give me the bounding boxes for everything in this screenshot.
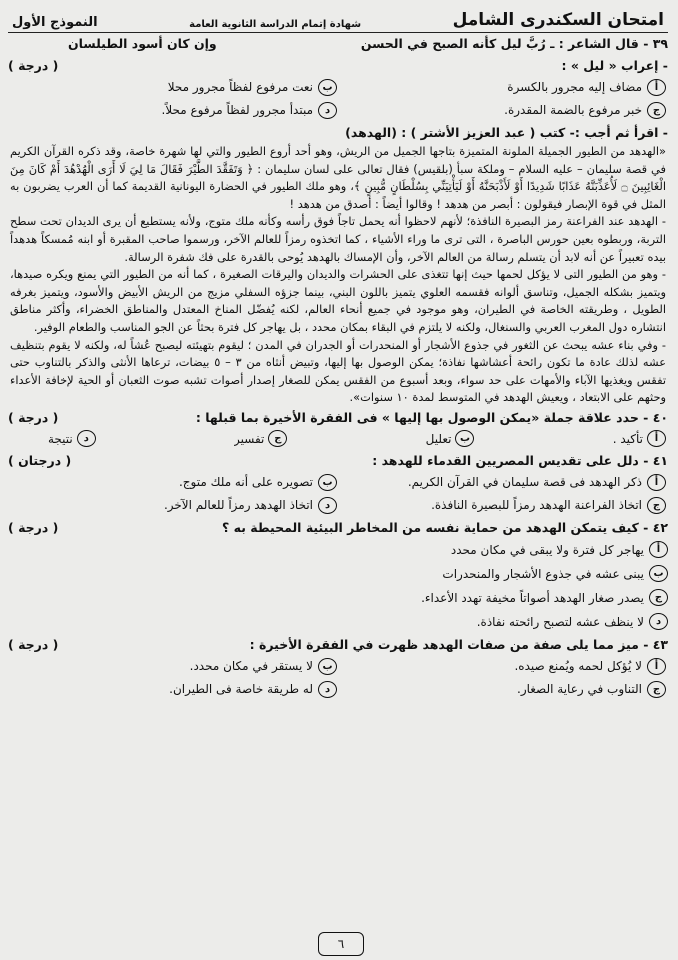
q43-option-b[interactable] xyxy=(8,655,337,678)
option-letter: أ xyxy=(649,541,668,558)
reading-passage xyxy=(8,143,668,407)
option-text: لا يُؤكل لحمه ويُمنع صيده. xyxy=(514,658,642,673)
q39-grade: ( درجة ) xyxy=(8,58,59,73)
q39-option-b[interactable] xyxy=(8,76,337,99)
option-text: مبتدأ مجرور لفظاً مرفوع محلاً. xyxy=(161,103,313,117)
model-label: النموذج الأول xyxy=(12,15,98,30)
option-letter: د xyxy=(318,497,337,514)
q41-prompt: ٤١ - دلل على تقديس المصريين القدماء للهدهد : xyxy=(372,452,668,468)
q39-prompt-row xyxy=(8,55,668,76)
page-number: ٦ xyxy=(318,932,364,956)
option-letter: أ xyxy=(647,474,666,491)
option-letter: ج xyxy=(268,430,287,447)
option-letter: ج xyxy=(647,102,666,119)
option-letter: د xyxy=(649,613,668,630)
q43-prompt: ٤٣ - ميز مما يلى صفة من صفات الهدهد ظهرت في الفقرة الأخيرة : xyxy=(249,636,668,652)
option-text: ذكر الهدهد فى قصة سليمان في القرآن الكريم. xyxy=(407,474,642,489)
q41-option-a[interactable] xyxy=(337,471,666,494)
q42-options xyxy=(8,538,668,634)
q39-line: ٣٩ - قال الشاعر : ـ رُبَّ ليل كأنه الصبح في الحسن xyxy=(360,36,668,51)
q43-option-c[interactable] xyxy=(337,678,666,701)
q39-verse xyxy=(8,33,668,55)
option-letter: ب xyxy=(318,79,337,96)
option-text: خبر مرفوع بالضمة المقدرة. xyxy=(504,103,642,117)
q43-prompt-row xyxy=(8,634,668,655)
option-text: نعت مرفوع لفظاً مجرور محلا xyxy=(167,80,313,94)
q41-grade: ( درجتان ) xyxy=(8,452,72,468)
q41-option-b[interactable] xyxy=(8,471,337,494)
q40-prompt-row xyxy=(8,407,668,428)
option-text: تعليل xyxy=(425,431,452,446)
option-text: لا ينظف عشه لتصبح رائحته نفاذة. xyxy=(476,614,644,629)
q41-prompt-row xyxy=(8,450,668,471)
q40-option-d[interactable] xyxy=(48,428,96,450)
q39-verse2: وإن كان أسود الطيلسان xyxy=(68,36,217,51)
q39-prompt: - إعراب « ليل » : xyxy=(561,58,668,73)
page-header xyxy=(8,4,668,33)
option-text: يهاجر كل فترة ولا يبقى في مكان محدد xyxy=(450,542,644,557)
q41-option-d[interactable] xyxy=(8,494,337,517)
option-letter: أ xyxy=(647,658,666,675)
option-text: يصدر صغار الهدهد أصواتاً مخيفة تهدد الأعداء. xyxy=(421,590,644,605)
q42-option-d[interactable] xyxy=(8,610,668,634)
option-letter: ب xyxy=(455,430,474,447)
q42-option-c[interactable] xyxy=(8,586,668,610)
q39-option-a[interactable] xyxy=(337,76,666,99)
q40-grade: ( درجة ) xyxy=(8,409,59,425)
passage-paragraph: - وهو من الطيور التى لا يؤكل لحمها حيث إنها تتغذى على الحشرات والديدان واليرقات الصغيرة ، كما أنه من الطيور التي يمنع ويكره صيدها، ويتميز بشكله الجميل، وتناسق ألوانه فقسمه العلوي يتميز باللون البني، بينما جزؤه السفلي مزيج من الريش الأبيض والأسود، ويتميز بغرفه الطويل ، وطريقته الخاصة في الطيران، وهو موجود في جميع أنحاء العالم، لكنه يُفضّل المناخ المعتدل والمناطق الخضراء، وأكثر مناطق انتشاره دول المغرب العربي والسنغال، ولكنه لا يلتزم في البقاء بمكان محدد ، بل يهاجر كل فترة بحثاً عن الجو المناسب والطعام الوفير. xyxy=(10,267,666,334)
q43-options xyxy=(8,655,668,701)
reading-heading: - اقرأ ثم أجب :- كتب ( عبد العزيز الأشتر ) : (الهدهد) xyxy=(345,125,668,140)
q43-grade: ( درجة ) xyxy=(8,636,59,652)
option-letter: ج xyxy=(649,589,668,606)
passage-paragraph: «الهدهد من الطيور الجميلة الملونة المتميزة بتاجها الجميل من الريش، وهو أحد أروع الطيور والتي لها شهرة خاصة، وقد ذكره القرآن الكريم في قصة سليمان – عليه السلام – وملكة سبأ (بلقيس) فقال تعالى على لسان سليمان : ﴿ وَتَفَقَّدَ الطَّيْرَ فَقَالَ مَا لِيَ لَا أَرَى الْهُدْهُدَ أَمْ كَانَ مِنَ الْغَائِبِينَ ۝ لَأُعَذِّبَنَّهُ عَذَابًا شَدِيدًا أَوْ لَأَذْبَحَنَّهُ أَوْ لَيَأْتِيَنِّي بِسُلْطَانٍ مُّبِينٍ ﴾، وهو ملك الطيور في الحضارة اليونانية القديمة كما أن العرب يضربون به المثل في قوة الإبصار فيقولون : أبصر من هدهد ! وقالوا أيضاً : أصدق من هدهد ! xyxy=(10,144,666,211)
option-text: اتخاذ الفراعنة الهدهد رمزاً للبصيرة النافذة. xyxy=(431,497,642,512)
q39-option-c[interactable] xyxy=(337,99,666,122)
option-letter: د xyxy=(77,430,96,447)
q42-grade: ( درجة ) xyxy=(8,519,59,535)
option-letter: د xyxy=(318,102,337,119)
option-text: اتخاذ الهدهد رمزاً للعالم الآخر. xyxy=(163,497,313,512)
option-text: له طريقة خاصة فى الطيران. xyxy=(169,681,313,696)
q43-option-d[interactable] xyxy=(8,678,337,701)
option-text: تأكيد . xyxy=(612,431,643,446)
option-text: تصويره على أنه ملك متوج. xyxy=(178,474,313,489)
option-letter: د xyxy=(318,681,337,698)
q43-option-a[interactable] xyxy=(337,655,666,678)
q39-option-d[interactable] xyxy=(8,99,337,122)
q40-option-a[interactable] xyxy=(613,428,666,450)
option-letter: ب xyxy=(318,658,337,675)
exam-title: امتحان السكندرى الشامل xyxy=(452,10,664,30)
passage-paragraph: - وفي بناء عشه يبحث عن الثغور في جذوع الأشجار أو المنحدرات أو الجدران في المدن ؛ ليقوم بتهيئته ليصبح عُشاً له، ولكنه لا يقوم بتنظيف عشه لذلك عادة ما تكون رائحة أعشاشها نفاذة؛ يمكن الوصول بها إليها، وتبيض أنثاه من ٣ – ٥ بيضات، ترعاها الأنثى والذكر بالتناوب حتى تفقس ويغذيها الآباء والأمهات على حد سواء، وبعد أسبوع من الفقس يمكن للصغار إصدار أصوات تشبه صوت الثعبان أو الحية لإخافة الأعداء وحثهم على الابتعاد ، ويعيش الهدهد في المتوسط لمدة ١٠ سنوات». xyxy=(10,337,666,405)
option-text: تفسير xyxy=(234,431,265,446)
q42-option-b[interactable] xyxy=(8,562,668,586)
option-letter: ج xyxy=(647,497,666,514)
q42-prompt-row xyxy=(8,517,668,538)
option-letter: ب xyxy=(318,474,337,491)
q40-option-b[interactable] xyxy=(426,428,475,450)
q40-prompt: ٤٠ - حدد علاقة جملة «يمكن الوصول بها إليها » فى الفقرة الأخيرة بما قبلها : xyxy=(195,409,668,425)
option-text: يبنى عشه في جذوع الأشجار والمنحدرات xyxy=(442,566,644,581)
q41-options xyxy=(8,471,668,517)
option-letter: أ xyxy=(647,430,666,447)
reading-heading-row xyxy=(8,122,668,143)
option-letter: ج xyxy=(647,681,666,698)
q40-option-c[interactable] xyxy=(234,428,287,450)
q39-options xyxy=(8,76,668,122)
option-text: التناوب في رعاية الصغار. xyxy=(517,681,642,696)
q42-prompt: ٤٢ - كيف يتمكن الهدهد من حماية نفسه من المخاطر البيئية المحيطة به ؟ xyxy=(222,519,668,535)
q41-option-c[interactable] xyxy=(337,494,666,517)
option-text: نتيجة xyxy=(48,431,73,446)
option-letter: أ xyxy=(647,79,666,96)
option-letter: ب xyxy=(649,565,668,582)
q42-option-a[interactable] xyxy=(8,538,668,562)
option-text: مضاف إليه مجرور بالكسرة xyxy=(507,80,642,94)
passage-paragraph: - الهدهد عند الفراعنة رمز البصيرة النافذة؛ لأنهم لاحظوا أنه يحمل تاجاً فوق رأسه وكأنه ملك متوج، ولأنه يستطيع أن يرى الديدان تحت سطح التربة، وربطوه بعين حورس الباصرة ، التى ترى ما وراء الأشياء ، كما اتخذوه رمزاً للعالم الآخر، ورسموا صاحب المقبرة أو ابنه مُمسكاً هدهداً بيده تعبيراً عن أنه لابد أن يتسلم رسالة من العالم الآخر، وأن الإمساك بالهدهد يُوحى بالقدرة على فك شفرة الرسالة. xyxy=(10,214,666,264)
option-text: لا يستقر في مكان محدد. xyxy=(189,658,313,673)
certificate-label: شهادة إتمام الدراسة الثانوية العامة xyxy=(189,19,362,30)
q40-options xyxy=(8,428,668,450)
